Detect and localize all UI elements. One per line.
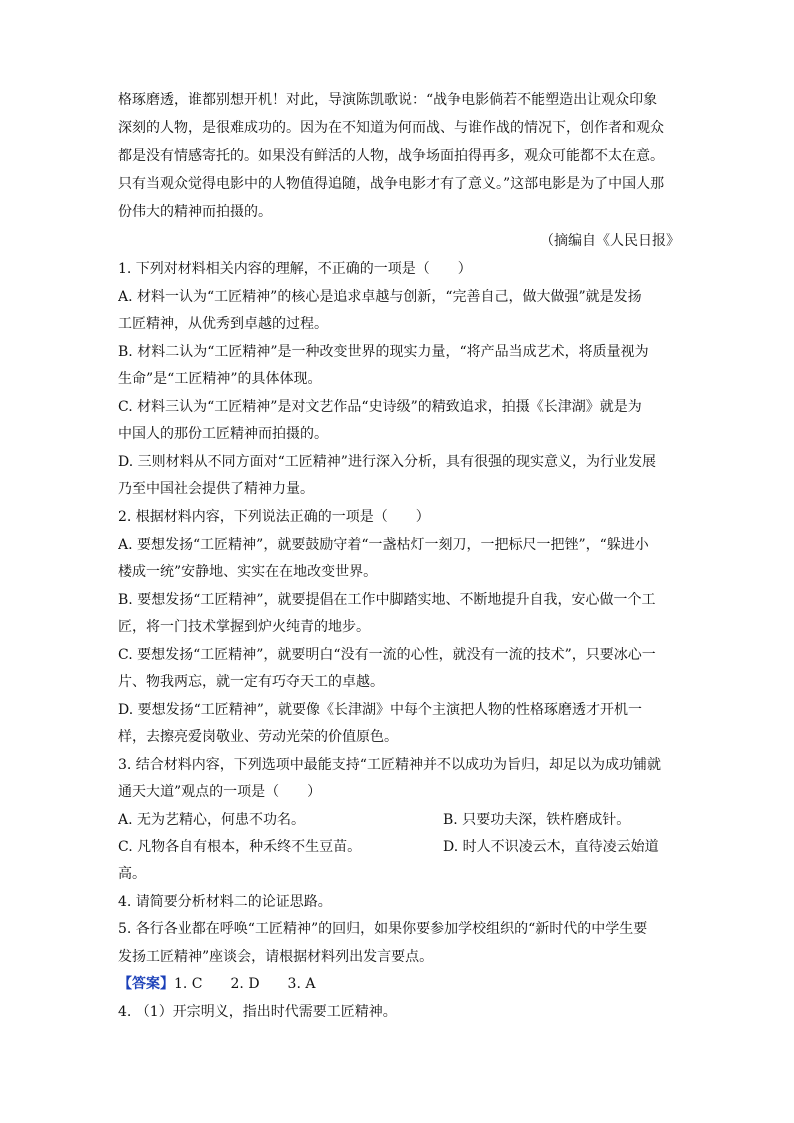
q1-option-b-line1: B. 材料二认为“工匠精神”是一种改变世界的现实力量，“将产品当成艺术，将质量视为	[118, 344, 649, 360]
paragraph-line-5: 份伟大的精神而拍摄的。	[118, 204, 272, 220]
source-citation: （摘编自《人民日报》	[540, 233, 680, 249]
q2-stem: 2. 根据材料内容，下列说法正确的一项是（ ）	[118, 509, 430, 525]
answer-line	[118, 974, 678, 994]
paragraph-line-3: 都是没有情感寄托的。如果没有鲜活的人物，战争场面拍得再多，观众可能都不太在意。	[118, 148, 664, 164]
answer-4-line1: 4. （1）开宗明义，指出时代需要工匠精神。	[118, 1004, 397, 1020]
q1-option-b-line2: 生命”是“工匠精神”的具体体现。	[118, 371, 322, 387]
q5-stem-line2: 发扬工匠精神”座谈会，请根据材料列出发言要点。	[118, 949, 434, 965]
answer-text: 1. C 2. D 3. A	[174, 976, 316, 992]
q2-option-a-line1: A. 要想发扬“工匠精神”，就要鼓励守着“一盏枯灯一刻刀，一把标尺一把锉”，“躲进小	[118, 537, 649, 553]
q1-stem: 1. 下列对材料相关内容的理解，不正确的一项是（ ）	[118, 261, 472, 277]
q2-option-d-line1: D. 要想发扬“工匠精神”，就要像《长津湖》中每个主演把人物的性格琢磨透才开机一	[118, 702, 642, 718]
q2-option-b-line2: 匠，将一门技术掌握到炉火纯青的地步。	[118, 619, 370, 635]
q2-option-a-line2: 楼成一统”安静地、实实在在地改变世界。	[118, 564, 378, 580]
q1-option-a-line1: A. 材料一认为“工匠精神”的核心是追求卓越与创新，“完善自己，做大做强”就是发扬	[118, 289, 642, 305]
paragraph-line-1: 格琢磨透，谁都别想开机！对此，导演陈凯歌说：“战争电影倘若不能塑造出让观众印象	[118, 92, 658, 108]
q3-stem-line2: 通天大道”观点的一项是（ ）	[118, 784, 322, 800]
q2-option-b-line1: B. 要想发扬“工匠精神”，就要提倡在工作中脚踏实地、不断地提升自我，安心做一个工	[118, 592, 656, 608]
answer-label: 【答案】	[118, 976, 174, 992]
q3-stem-line1: 3. 结合材料内容，下列选项中最能支持“工匠精神并不以成功为旨归，却足以为成功铺就	[118, 757, 661, 773]
q3-option-d-continued: 高。	[118, 866, 146, 882]
q1-option-d-line1: D. 三则材料从不同方面对“工匠精神”进行深入分析，具有很强的现实意义，为行业发展	[118, 454, 656, 470]
q2-option-c-line2: 片、物我两忘，就一定有巧夺天工的卓越。	[118, 674, 384, 690]
paragraph-line-2: 深刻的人物，是很难成功的。因为在不知道为何而战、与谁作战的情况下，创作者和观众	[118, 120, 664, 136]
q3-option-b: B. 只要功夫深，铁杵磨成针。	[443, 812, 631, 828]
paragraph-line-4: 只有当观众觉得电影中的人物值得追随，战争电影才有了意义。”这部电影是为了中国人那	[118, 176, 665, 192]
q3-option-a: A. 无为艺精心，何患不功名。	[118, 812, 306, 828]
q1-option-c-line2: 中国人的那份工匠精神而拍摄的。	[118, 426, 328, 442]
q4-stem: 4. 请简要分析材料二的论证思路。	[118, 894, 332, 910]
q3-option-c: C. 凡物各自有根本，种禾终不生豆苗。	[118, 839, 362, 855]
q1-option-a-line2: 工匠精神，从优秀到卓越的过程。	[118, 316, 328, 332]
q5-stem-line1: 5. 各行各业都在呼唤“工匠精神”的回归，如果你要参加学校组织的“新时代的中学生要	[118, 921, 648, 937]
q2-option-d-line2: 样，去擦亮爱岗敬业、劳动光荣的价值原色。	[118, 729, 398, 745]
q1-option-c-line1: C. 材料三认为“工匠精神”是对文艺作品“史诗级”的精致追求，拍摄《长津湖》就是为	[118, 399, 642, 415]
q3-option-d: D. 时人不识凌云木，直待凌云始道	[443, 839, 659, 855]
q1-option-d-line2: 乃至中国社会提供了精神力量。	[118, 481, 314, 497]
q2-option-c-line1: C. 要想发扬“工匠精神”，就要明白“没有一流的心性，就没有一流的技术”，只要冰心一	[118, 647, 656, 663]
